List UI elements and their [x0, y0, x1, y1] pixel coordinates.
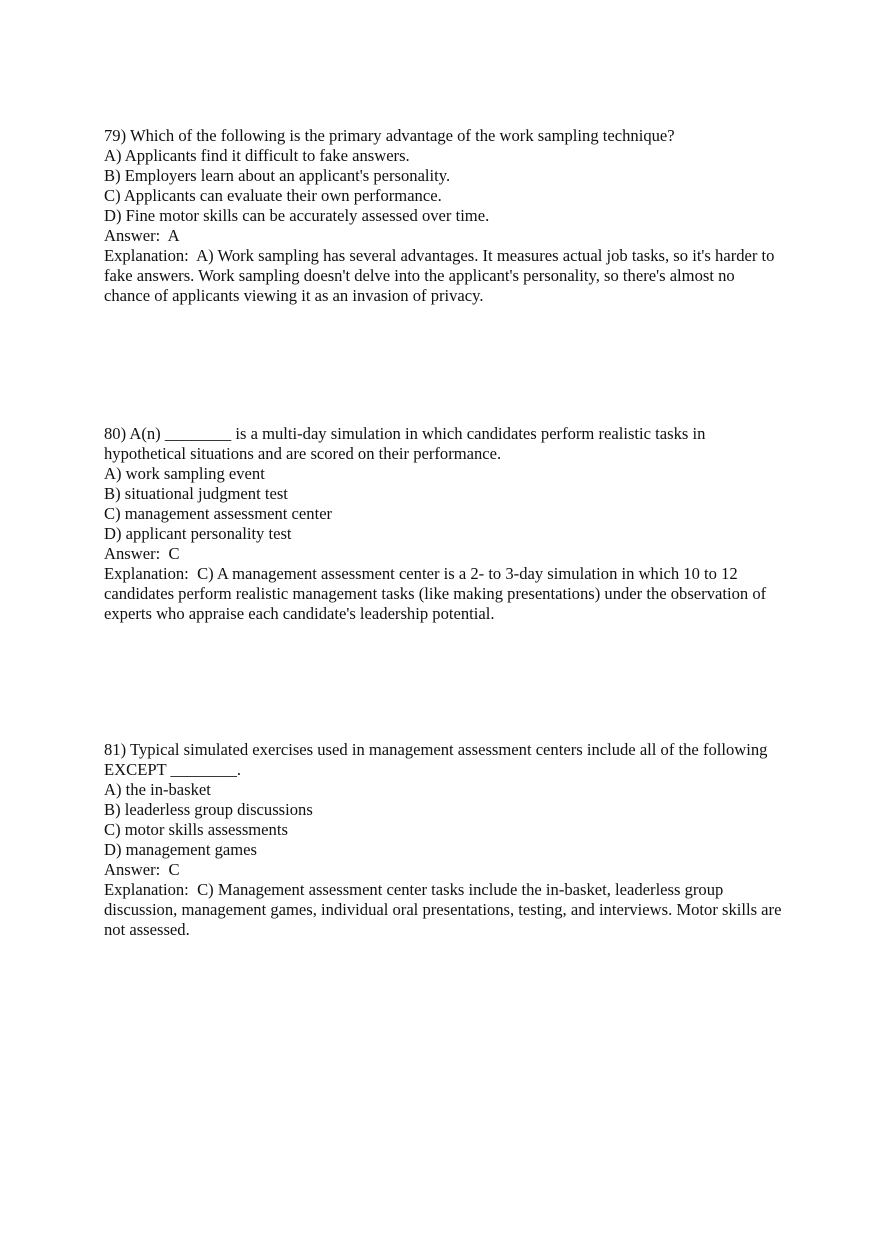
- question-79: [104, 126, 784, 306]
- answer: Answer: C: [104, 860, 180, 879]
- question-stem: 79) Which of the following is the primary advantage of the work sampling technique?: [104, 126, 675, 145]
- option-c: C) management assessment center: [104, 504, 333, 523]
- option-d: D) Fine motor skills can be accurately assessed over time.: [104, 206, 490, 225]
- option-b: B) situational judgment test: [104, 484, 288, 503]
- question-80: [104, 424, 784, 624]
- question-stem: 80) A(n) ________ is a multi-day simulation in which candidates perform realistic tasks in hypothetical situations and are scored on their performance.: [104, 424, 710, 463]
- question-stem: 81) Typical simulated exercises used in management assessment centers include all of the following EXCEPT ________.: [104, 740, 772, 779]
- answer: Answer: C: [104, 544, 180, 563]
- option-d: D) management games: [104, 840, 257, 859]
- question-81: [104, 740, 784, 940]
- option-b: B) Employers learn about an applicant's personality.: [104, 166, 451, 185]
- explanation: Explanation: C) Management assessment center tasks include the in-basket, leaderless group discussion, management games, individual oral presentations, testing, and interviews. Motor skills are not assessed.: [104, 880, 786, 939]
- option-d: D) applicant personality test: [104, 524, 292, 543]
- option-c: C) motor skills assessments: [104, 820, 288, 839]
- explanation: Explanation: A) Work sampling has several advantages. It measures actual job tasks, so it's harder to fake answers. Work sampling doesn't delve into the applicant's personality, so there's almost no chance of applicants viewing it as an invasion of privacy.: [104, 246, 779, 305]
- option-a: A) work sampling event: [104, 464, 265, 483]
- explanation: Explanation: C) A management assessment center is a 2- to 3-day simulation in which 10 to 12 candidates perform realistic management tasks (like making presentations) under the observation of experts who appraise each candidate's leadership potential.: [104, 564, 771, 623]
- answer: Answer: A: [104, 226, 180, 245]
- option-a: A) Applicants find it difficult to fake answers.: [104, 146, 410, 165]
- option-c: C) Applicants can evaluate their own performance.: [104, 186, 442, 205]
- option-b: B) leaderless group discussions: [104, 800, 313, 819]
- option-a: A) the in-basket: [104, 780, 211, 799]
